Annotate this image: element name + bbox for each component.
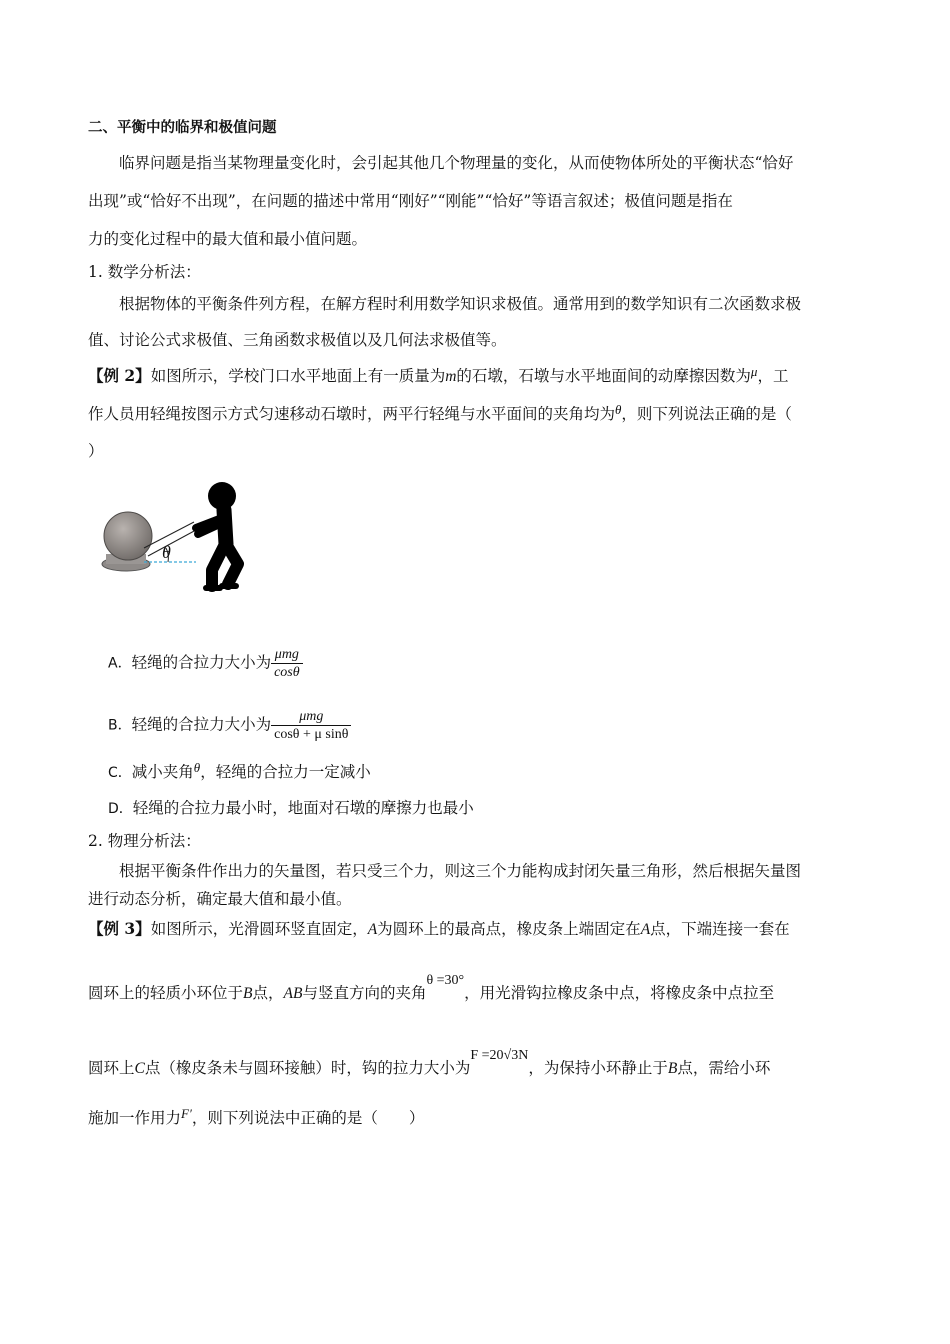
- stick-figure: [196, 482, 238, 588]
- method2-text-2: 进行动态分析，确定最大值和最小值。: [88, 890, 352, 908]
- theta-symbol: θ: [615, 402, 622, 417]
- example3-line-3: 圆环上C点（橡皮条未与圆环接触）时，钩的拉力大小为F =20√3N，为保持小环静止于B点，需给小环: [88, 1048, 771, 1077]
- mu-symbol: μ: [750, 364, 758, 379]
- theta-label: θ: [162, 542, 171, 562]
- example3-line-2: 圆环上的轻质小环位于B点，AB与竖直方向的夹角θ =30°，用光滑钩拉橡皮条中点，将橡皮条中点拉至: [88, 973, 775, 1002]
- section-heading: 二、平衡中的临界和极值问题: [88, 120, 277, 136]
- stone-ball: [104, 512, 152, 560]
- theta-symbol: θ: [193, 760, 201, 775]
- example3-line-1: 【例 3】如图所示，光滑圆环竖直固定，A为圆环上的最高点，橡皮条上端固定在A点，下端连接一套在: [88, 919, 790, 938]
- f-prime-symbol: F′: [181, 1106, 192, 1121]
- force-formula: F =20√3N: [470, 1048, 529, 1063]
- option-a[interactable]: A．轻绳的合拉力大小为 $\frac{\text{μmg}}{\cos\theta}$: [108, 646, 303, 681]
- example3-tag: 【例 3】: [88, 919, 151, 938]
- example2-line-1: 【例 2】如图所示，学校门口水平地面上有一质量为m的石墩，石墩与水平地面间的动摩擦因数为$^\mu$，工: [88, 364, 789, 385]
- option-d[interactable]: D．轻绳的合拉力最小时，地面对石墩的摩擦力也最小: [108, 799, 474, 817]
- method2-text-1: 根据平衡条件作出力的矢量图，若只受三个力，则这三个力能构成封闭矢量三角形，然后根据矢量图: [119, 862, 802, 880]
- method1-text-2: 值、讨论公式求极值、三角函数求极值以及几何法求极值等。: [88, 331, 507, 349]
- example3-line-4: 施加一作用力$^{F'}$，则下列说法中正确的是（ ）: [88, 1106, 425, 1127]
- method1-title: 1. 数学分析法：: [88, 263, 201, 281]
- method1-text-1: 根据物体的平衡条件列方程，在解方程时利用数学知识求极值。通常用到的数学知识有二次函数求极: [119, 295, 802, 313]
- option-c[interactable]: C．减小夹角$^\theta$，轻绳的合拉力一定减小: [108, 760, 371, 781]
- option-a-fraction: $\frac{\text{μmg}}{\cos\theta}$: [271, 646, 303, 681]
- stone-pier-figure: [98, 472, 258, 602]
- intro-line-1: 临界问题是指当某物理量变化时，会引起其他几个物理量的变化，从而使物体所处的平衡状态“恰好: [119, 154, 794, 172]
- option-b-fraction: $\frac{\text{μmg}}{\text{cosθ + μ sinθ}}$: [271, 708, 351, 743]
- intro-line-3: 力的变化过程中的最大值和最小值问题。: [88, 230, 368, 248]
- example2-tag: 【例 2】: [88, 366, 151, 385]
- example2-line-2: 作人员用轻绳按图示方式匀速移动石墩时，两平行轻绳与水平面间的夹角均为$^\theta$，则下列说法正确的是（: [88, 402, 792, 423]
- option-b[interactable]: B．轻绳的合拉力大小为 $\frac{\text{μmg}}{\text{cosθ + μ sinθ}}$: [108, 708, 351, 743]
- method2-title: 2. 物理分析法：: [88, 832, 201, 850]
- theta-formula: θ =30°: [426, 973, 465, 988]
- example2-line-3: ）: [88, 442, 104, 460]
- intro-line-2: 出现”或“恰好不出现”，在问题的描述中常用“刚好”“刚能”“恰好”等语言叙述；极值问题是指在: [88, 192, 733, 210]
